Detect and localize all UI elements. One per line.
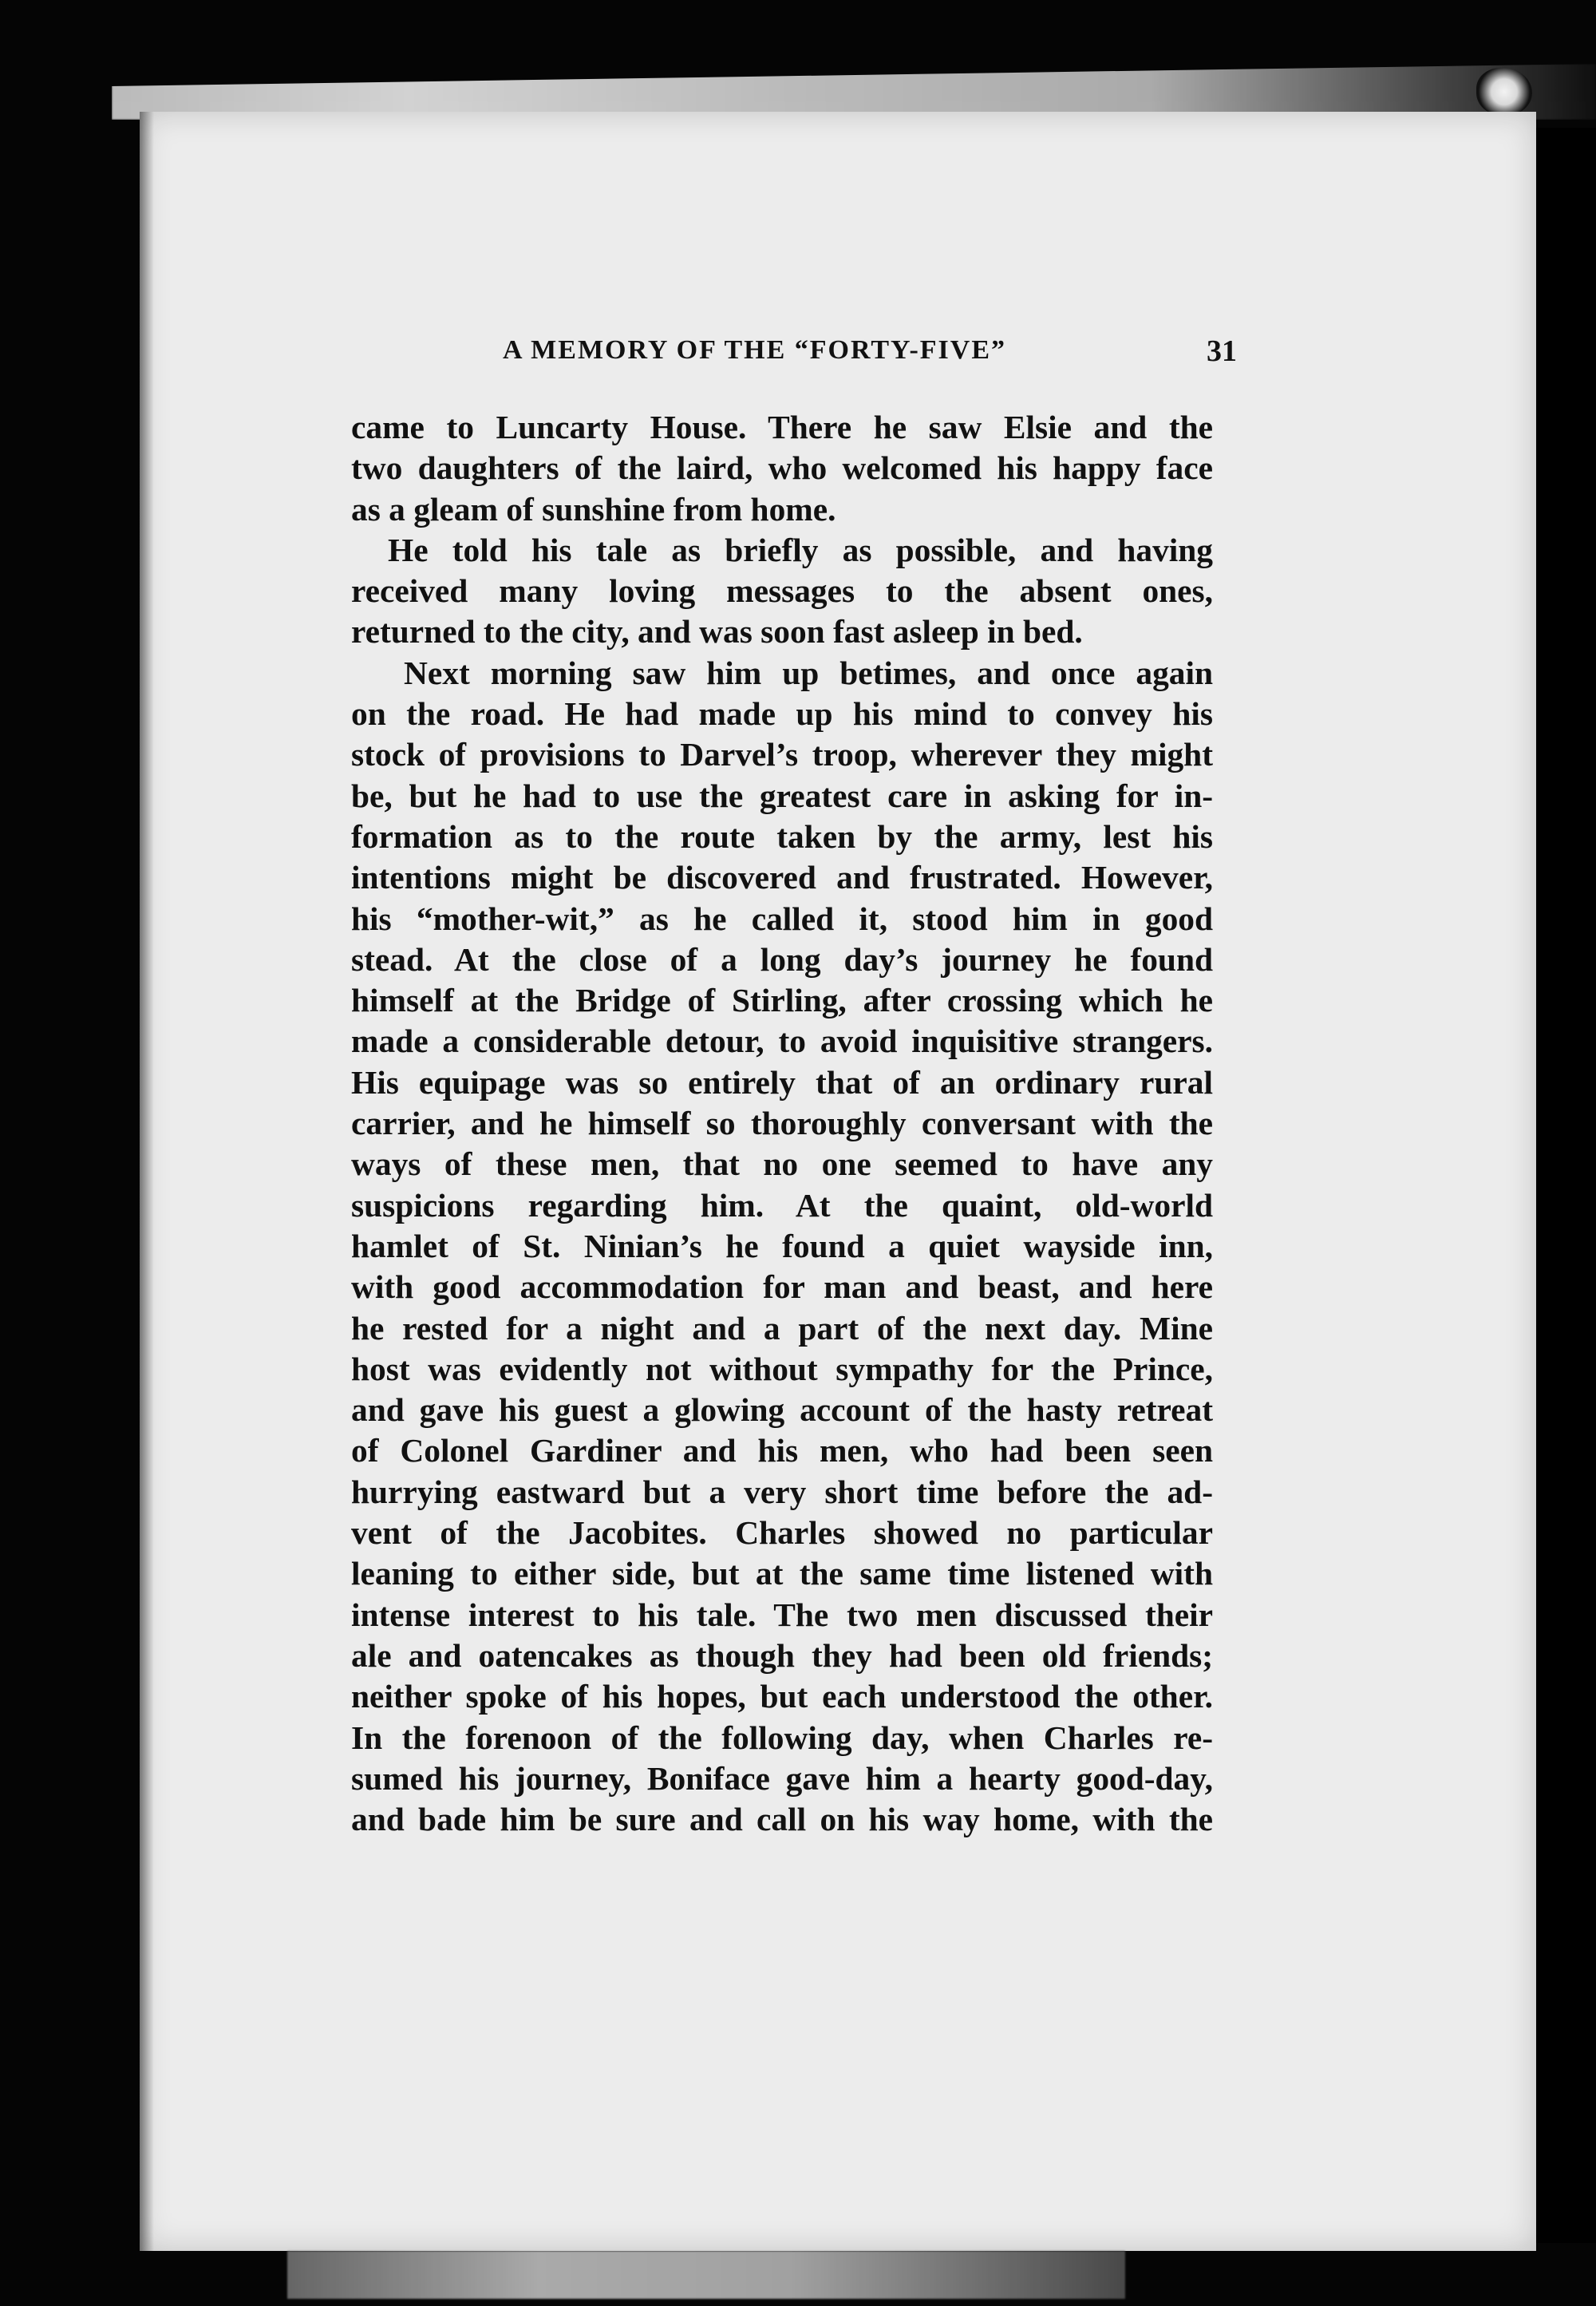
text-line: two daughters of the laird, who welcomed his happy face xyxy=(351,449,1213,487)
text-line: on the road. He had made up his mind to convey his xyxy=(351,695,1213,733)
paragraph-1 xyxy=(351,407,1213,530)
text-line: He told his tale as briefly as possible, and having xyxy=(388,531,1213,568)
text-line: stead. At the close of a long day’s journey he found xyxy=(351,940,1213,978)
text-line: neither spoke of his hopes, but each understood the other. xyxy=(351,1678,1213,1715)
text-line: and bade him be sure and call on his way home, with the xyxy=(351,1801,1213,1838)
text-line: came to Luncarty House. There he saw Elsie and the xyxy=(351,409,1213,445)
scan-artifact xyxy=(1476,68,1532,116)
paragraph-2 xyxy=(351,530,1213,653)
text-line: ways of these men, that no one seemed to have any xyxy=(351,1145,1213,1183)
text-line: of Colonel Gardiner and his men, who had been seen xyxy=(351,1432,1213,1469)
text-line: In the forenoon of the following day, when Charles re- xyxy=(351,1719,1213,1756)
running-head: A MEMORY OF THE “FORTY-FIVE” xyxy=(503,335,1007,365)
text-line: received many loving messages to the absent ones, xyxy=(351,572,1213,610)
text-line: be, but he had to use the greatest care in asking for in- xyxy=(351,777,1213,814)
text-line: suspicions regarding him. At the quaint, old-world xyxy=(351,1186,1213,1224)
page-right-border xyxy=(1536,128,1596,2243)
text-line: hurrying eastward but a very short time before the ad- xyxy=(351,1473,1213,1510)
page-gutter-shadow xyxy=(140,112,154,2251)
text-line: returned to the city, and was soon fast asleep in bed. xyxy=(351,613,1083,651)
next-page-edge xyxy=(287,2251,1125,2299)
text-line: host was evidently not without sympathy for the Prince, xyxy=(351,1350,1213,1387)
text-line: made a considerable detour, to avoid inquisitive strangers. xyxy=(351,1022,1213,1060)
text-line: Next morning saw him up betimes, and once again xyxy=(404,654,1213,691)
text-line: vent of the Jacobites. Charles showed no particular xyxy=(351,1514,1213,1552)
text-line: himself at the Bridge of Stirling, after crossing which he xyxy=(351,982,1213,1019)
text-line: leaning to either side, but at the same time listened with xyxy=(351,1555,1213,1592)
text-line: his “mother-wit,” as he called it, stood him in good xyxy=(351,900,1213,937)
text-line: His equipage was so entirely that of an ordinary rural xyxy=(351,1063,1213,1101)
text-line: with good accommodation for man and beast, and here xyxy=(351,1268,1213,1306)
text-line: intentions might be discovered and frustrated. However, xyxy=(351,859,1213,896)
body-text xyxy=(351,407,1213,1840)
page-header xyxy=(503,335,1237,383)
text-line: sumed his journey, Boniface gave him a hearty good-day, xyxy=(351,1759,1213,1797)
text-line: ale and oatencakes as though they had been old friends; xyxy=(351,1636,1213,1674)
text-line: hamlet of St. Ninian’s he found a quiet wayside inn, xyxy=(351,1227,1213,1264)
text-line: intense interest to his tale. The two men discussed their xyxy=(351,1596,1213,1633)
text-line: he rested for a night and a part of the next day. Mine xyxy=(351,1309,1213,1347)
text-line: carrier, and he himself so thoroughly conversant with the xyxy=(351,1105,1213,1142)
page-number: 31 xyxy=(1207,334,1237,368)
text-line: as a gleam of sunshine from home. xyxy=(351,490,836,528)
text-line: formation as to the route taken by the army, lest his xyxy=(351,817,1213,855)
text-line: stock of provisions to Darvel’s troop, wherever they might xyxy=(351,736,1213,773)
text-line: and gave his guest a glowing account of the hasty retreat xyxy=(351,1391,1213,1429)
paragraph-3 xyxy=(351,653,1213,1841)
